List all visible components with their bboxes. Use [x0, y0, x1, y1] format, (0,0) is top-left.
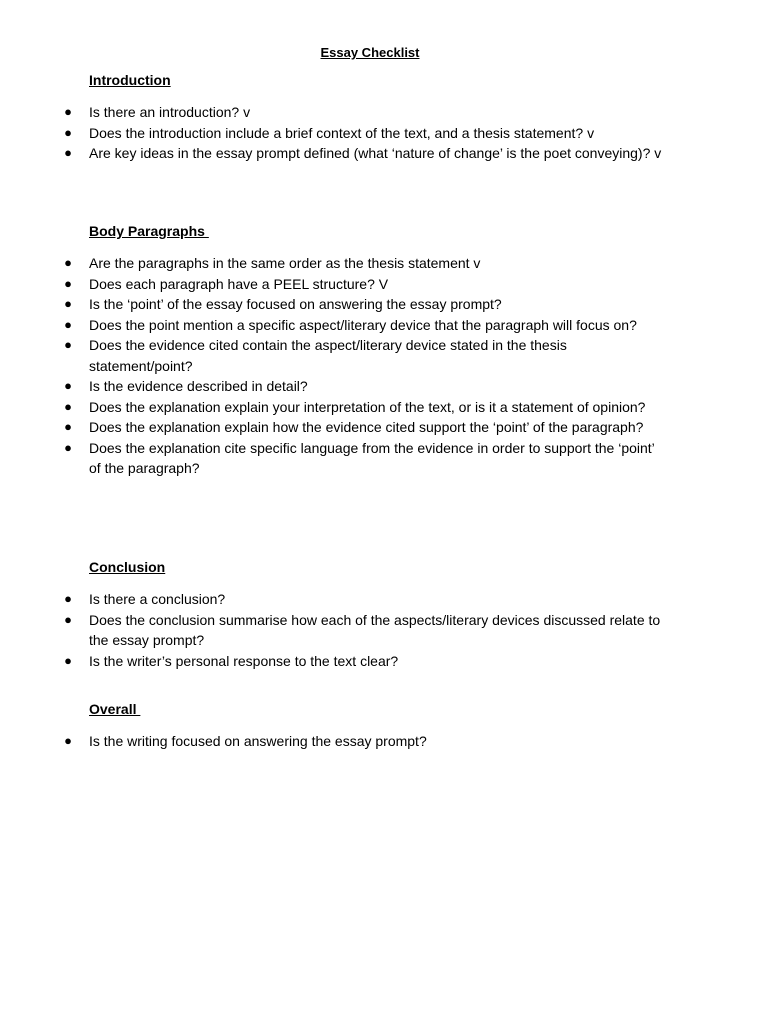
section-heading-introduction: Introduction	[89, 72, 171, 88]
section-heading-body-paragraphs: Body Paragraphs	[89, 223, 209, 239]
bullet-icon: ●	[64, 652, 72, 668]
conclusion-checklist	[0, 589, 768, 671]
bullet-icon: ●	[64, 591, 72, 606]
checklist-item	[0, 397, 664, 418]
bullet-icon: ●	[64, 337, 72, 352]
checklist-item	[0, 294, 664, 315]
bullet-icon: ●	[64, 275, 72, 291]
checklist-item	[0, 315, 664, 336]
checklist-item-text: Is there a conclusion?	[89, 591, 226, 607]
section-heading-overall: Overall	[89, 701, 141, 717]
checklist-item	[0, 376, 664, 397]
checklist-item-text: Is there an introduction? v	[89, 104, 251, 120]
checklist-item	[0, 589, 664, 610]
bullet-icon: ●	[64, 378, 72, 393]
checklist-item-text: Does the explanation explain how the evidence cited support the ‘point’ of the paragraph?	[89, 419, 644, 435]
bullet-icon: ●	[64, 316, 72, 332]
bullet-icon: ●	[64, 611, 72, 627]
bullet-icon: ●	[64, 296, 72, 311]
checklist-item	[0, 102, 664, 123]
checklist-item	[0, 143, 664, 164]
page-title: Essay Checklist	[320, 45, 420, 60]
checklist-item-text: Is the evidence described in detail?	[89, 378, 308, 394]
checklist-item-text: Is the ‘point’ of the essay focused on answering the essay prompt?	[89, 296, 502, 312]
checklist-item-text: Is the writer’s personal response to the text clear?	[89, 652, 399, 669]
checklist-item-text: Does the explanation cite specific language from the evidence in order to support the ‘point’ of the paragraph?	[89, 439, 655, 476]
body-paragraphs-checklist	[0, 253, 768, 479]
bullet-icon: ●	[64, 733, 72, 748]
checklist-item-text: Does the evidence cited contain the aspect/literary device stated in the thesis statement/point?	[89, 337, 567, 374]
checklist-item	[0, 438, 664, 479]
checklist-item	[0, 274, 664, 295]
checklist-item-text: Does the introduction include a brief context of the text, and a thesis statement? v	[89, 124, 595, 141]
checklist-item-text: Does the explanation explain your interpretation of the text, or is it a statement of opinion?	[89, 398, 646, 415]
checklist-item-text: Are the paragraphs in the same order as the thesis statement v	[89, 255, 481, 271]
section-heading-conclusion: Conclusion	[89, 559, 166, 575]
checklist-item	[0, 651, 664, 672]
bullet-icon: ●	[64, 439, 72, 455]
checklist-item-text: Does the point mention a specific aspect/literary device that the paragraph will focus on?	[89, 316, 637, 333]
introduction-checklist	[0, 102, 768, 164]
checklist-item-text: Does each paragraph have a PEEL structure? V	[89, 275, 389, 292]
bullet-icon: ●	[64, 104, 72, 119]
bullet-icon: ●	[64, 124, 72, 140]
bullet-icon: ●	[64, 145, 72, 160]
checklist-item	[0, 731, 664, 752]
bullet-icon: ●	[64, 419, 72, 434]
checklist-item	[0, 253, 664, 274]
overall-checklist	[0, 731, 768, 752]
checklist-item	[0, 335, 664, 376]
checklist-item-text: Are key ideas in the essay prompt defined (what ‘nature of change’ is the poet conveying)? v	[89, 145, 662, 161]
bullet-icon: ●	[64, 255, 72, 270]
checklist-item	[0, 417, 664, 438]
checklist-item-text: Does the conclusion summarise how each of the aspects/literary devices discussed relate to the essay prompt?	[89, 611, 661, 648]
bullet-icon: ●	[64, 398, 72, 414]
checklist-item-text: Is the writing focused on answering the essay prompt?	[89, 733, 427, 749]
checklist-item	[0, 610, 664, 651]
checklist-item	[0, 123, 664, 144]
